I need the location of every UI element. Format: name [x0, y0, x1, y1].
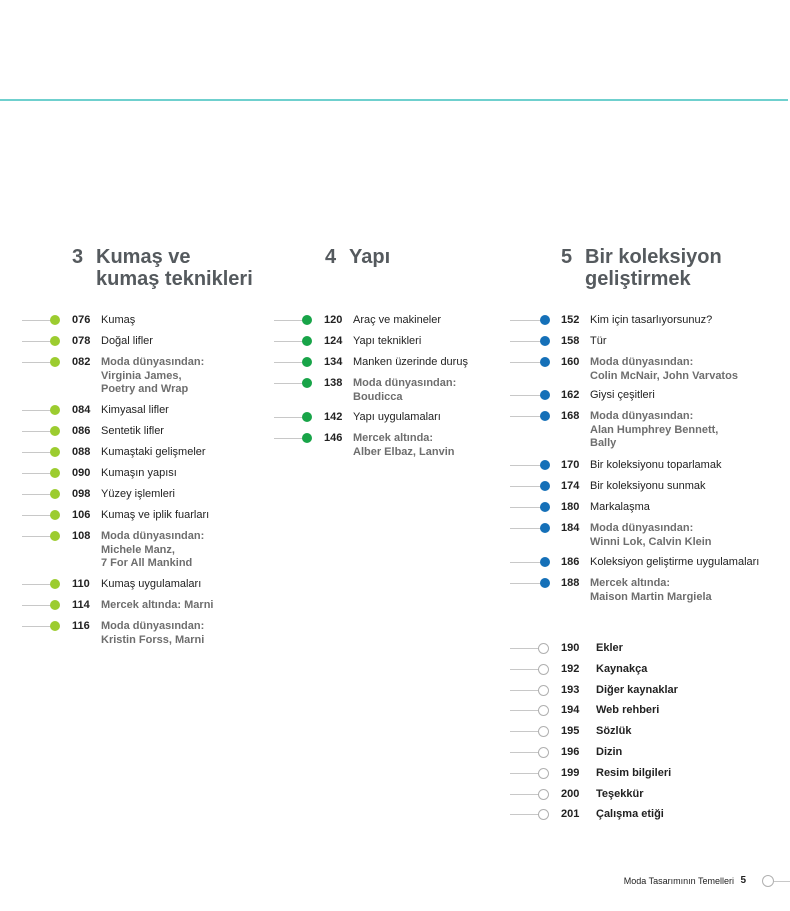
- entry-page-number: 108: [72, 530, 91, 542]
- entry-label: Kaynakça: [596, 662, 648, 675]
- toc-entry[interactable]: [0, 389, 780, 405]
- entry-label: Dizin: [596, 746, 623, 758]
- bullet-dot-icon: [302, 433, 312, 443]
- toc-entry[interactable]: [0, 620, 780, 646]
- entry-page-number: 201: [561, 808, 580, 821]
- toc-entry[interactable]: [0, 556, 780, 572]
- entry-label: Moda dünyasından: Virginia James, Poetry and Wrap: [101, 356, 205, 395]
- bullet-dot-icon: [540, 460, 550, 470]
- entry-label: Moda dünyasından: Michele Manz, 7 For All Mankind: [101, 530, 205, 569]
- entry-page-number: 180: [561, 501, 580, 513]
- entry-label: Yapı teknikleri: [353, 335, 422, 347]
- entry-page-number: 193: [561, 683, 580, 696]
- hollow-circle-icon: [538, 789, 549, 800]
- section-title: Kumaş ve kumaş teknikleri: [96, 246, 253, 290]
- bullet-dot-icon: [50, 447, 60, 457]
- entry-label: Kumaş uygulamaları: [101, 578, 202, 590]
- entry-leader-line: [510, 690, 540, 691]
- entry-leader-line: [510, 794, 540, 795]
- entry-label: Moda dünyasından: Alan Humphrey Bennett, Bally: [590, 410, 719, 449]
- entry-label: Moda dünyasından: Boudicca: [353, 377, 457, 403]
- entry-leader-line: [510, 731, 540, 732]
- entry-label: Koleksiyon geliştirme uygulamaları: [590, 556, 760, 568]
- entry-page-number: 084: [72, 404, 91, 416]
- section-number: 5: [561, 246, 573, 268]
- section-title: Bir koleksiyon geliştirmek: [585, 246, 722, 290]
- bullet-dot-icon: [50, 600, 60, 610]
- toc-entry[interactable]: [0, 501, 780, 517]
- entry-page-number: 162: [561, 389, 580, 401]
- entry-label: Moda dünyasından: Winni Lok, Calvin Klein: [590, 522, 712, 548]
- entry-page-number: 158: [561, 335, 580, 347]
- entry-page-number: 160: [561, 356, 580, 368]
- entry-page-number: 199: [561, 766, 580, 779]
- section-title: Yapı: [349, 246, 391, 268]
- toc-entry[interactable]: [0, 480, 780, 496]
- appendix-entry[interactable]: [0, 725, 780, 741]
- entry-leader-line: [510, 669, 540, 670]
- entry-page-number: 078: [72, 335, 91, 347]
- toc-entry[interactable]: [0, 459, 780, 475]
- entry-label: Doğal lifler: [101, 335, 153, 347]
- bullet-dot-icon: [50, 621, 60, 631]
- entry-label: Moda dünyasından: Colin McNair, John Varvatos: [590, 356, 738, 382]
- footer-circle-icon: [762, 875, 774, 887]
- entry-label: Yapı uygulamaları: [353, 411, 441, 423]
- hollow-circle-icon: [538, 685, 549, 696]
- entry-label: Diğer kaynaklar: [596, 683, 678, 696]
- entry-label: Çalışma etiği: [596, 808, 664, 821]
- entry-page-number: 200: [561, 787, 580, 800]
- entry-page-number: 090: [72, 467, 91, 479]
- appendix-entry[interactable]: [0, 788, 780, 804]
- entry-label: Sentetik lifler: [101, 425, 164, 437]
- entry-page-number: 196: [561, 746, 580, 758]
- entry-page-number: 194: [561, 704, 580, 717]
- bullet-dot-icon: [540, 481, 550, 491]
- entry-leader-line: [510, 814, 540, 815]
- toc-entry[interactable]: [0, 577, 780, 603]
- entry-label: Moda dünyasından: Kristin Forss, Marni: [101, 620, 205, 646]
- entry-page-number: 184: [561, 522, 580, 534]
- entry-page-number: 146: [324, 432, 343, 444]
- entry-leader-line: [510, 710, 540, 711]
- entry-leader-line: [510, 648, 540, 649]
- bullet-dot-icon: [540, 315, 550, 325]
- entry-label: Kumaşın yapısı: [101, 467, 177, 479]
- entry-page-number: 174: [561, 480, 580, 492]
- hollow-circle-icon: [538, 643, 549, 654]
- toc-entry[interactable]: [0, 314, 780, 330]
- entry-label: Kumaştaki gelişmeler: [101, 446, 206, 458]
- decorative-wave-line: [0, 93, 790, 107]
- section-number: 3: [72, 246, 84, 268]
- entry-page-number: 142: [324, 411, 343, 423]
- footer-page-number: 5: [740, 875, 746, 886]
- entry-page-number: 088: [72, 446, 91, 458]
- hollow-circle-icon: [538, 768, 549, 779]
- entry-label: Kumaş ve iplik fuarları: [101, 509, 210, 521]
- toc-entry[interactable]: [0, 335, 780, 351]
- appendix-entry[interactable]: [0, 663, 780, 679]
- entry-label: Kumaş: [101, 314, 136, 326]
- section-number: 4: [325, 246, 337, 268]
- entry-page-number: 195: [561, 725, 580, 738]
- bullet-dot-icon: [302, 378, 312, 388]
- entry-page-number: 116: [72, 620, 90, 632]
- entry-label: Yüzey işlemleri: [101, 488, 175, 500]
- entry-label: Kim için tasarlıyorsunuz?: [590, 314, 713, 326]
- bullet-dot-icon: [540, 523, 550, 533]
- entry-page-number: 120: [324, 314, 343, 326]
- bullet-dot-icon: [540, 390, 550, 400]
- toc-entry[interactable]: [0, 522, 780, 548]
- entry-page-number: 082: [72, 356, 91, 368]
- entry-label: Giysi çeşitleri: [590, 389, 655, 401]
- section-5-heading: [561, 246, 771, 296]
- entry-page-number: 114: [72, 599, 90, 611]
- hollow-circle-icon: [538, 705, 549, 716]
- entry-leader-line: [510, 773, 540, 774]
- entry-label: Bir koleksiyonu toparlamak: [590, 459, 722, 471]
- entry-page-number: 190: [561, 642, 580, 654]
- entry-page-number: 168: [561, 410, 580, 422]
- entry-label: Sözlük: [596, 725, 632, 738]
- bullet-dot-icon: [540, 357, 550, 367]
- entry-label: Markalaşma: [590, 501, 650, 513]
- entry-label: Manken üzerinde duruş: [353, 356, 468, 368]
- appendix-entry[interactable]: [0, 746, 780, 762]
- entry-label: Ekler: [596, 642, 623, 654]
- bullet-dot-icon: [540, 411, 550, 421]
- entry-label: Resim bilgileri: [596, 766, 672, 779]
- entry-label: Mercek altında: Maison Martin Margiela: [590, 577, 712, 603]
- page-footer: [580, 874, 780, 888]
- entry-label: Web rehberi: [596, 704, 660, 717]
- footer-divider: [774, 881, 790, 882]
- section-3-heading: [72, 246, 302, 296]
- entry-page-number: 192: [561, 662, 580, 675]
- entry-page-number: 086: [72, 425, 91, 437]
- entry-page-number: 188: [561, 577, 580, 589]
- entry-label: Mercek altında: Marni: [101, 599, 214, 611]
- entry-label: Tür: [590, 335, 607, 347]
- hollow-circle-icon: [538, 726, 549, 737]
- appendix-entry[interactable]: [0, 684, 780, 700]
- entry-page-number: 098: [72, 488, 91, 500]
- section-4-heading: [325, 246, 525, 276]
- entry-label: Bir koleksiyonu sunmak: [590, 480, 706, 492]
- entry-label: Teşekkür: [596, 787, 644, 800]
- entry-page-number: 170: [561, 459, 580, 471]
- bullet-dot-icon: [540, 502, 550, 512]
- hollow-circle-icon: [538, 664, 549, 675]
- entry-page-number: 110: [72, 578, 90, 590]
- appendix-entry[interactable]: [0, 808, 780, 824]
- entry-page-number: 186: [561, 556, 580, 568]
- bullet-dot-icon: [540, 557, 550, 567]
- bullet-dot-icon: [540, 578, 550, 588]
- appendix-entry[interactable]: [0, 704, 780, 720]
- entry-page-number: 124: [324, 335, 343, 347]
- entry-page-number: 152: [561, 314, 580, 326]
- entry-label: Araç ve makineler: [353, 314, 442, 326]
- hollow-circle-icon: [538, 747, 549, 758]
- appendix-entry[interactable]: [0, 642, 780, 658]
- footer-book-title: Moda Tasarımının Temelleri: [623, 876, 734, 886]
- entry-page-number: 076: [72, 314, 91, 326]
- entry-page-number: 138: [324, 377, 343, 389]
- appendix-entry[interactable]: [0, 767, 780, 783]
- entry-page-number: 134: [324, 356, 343, 368]
- entry-page-number: 106: [72, 509, 91, 521]
- bullet-dot-icon: [540, 336, 550, 346]
- entry-label: Mercek altında: Alber Elbaz, Lanvin: [353, 432, 455, 458]
- entry-label: Kimyasal lifler: [101, 404, 169, 416]
- hollow-circle-icon: [538, 809, 549, 820]
- entry-leader-line: [510, 752, 540, 753]
